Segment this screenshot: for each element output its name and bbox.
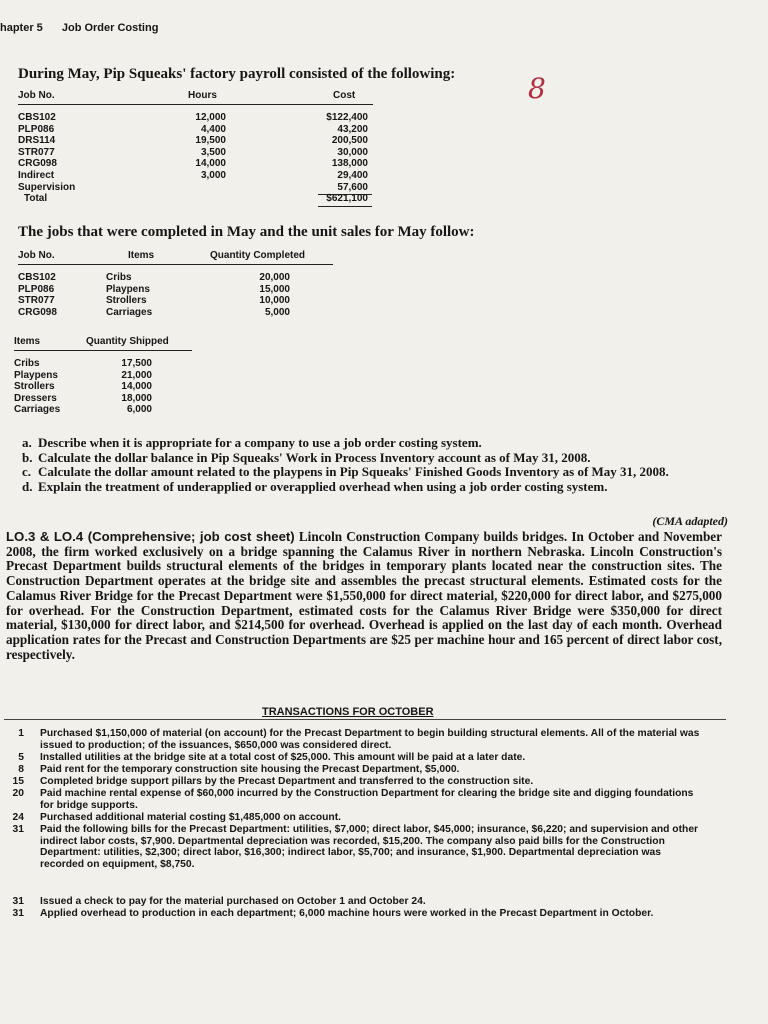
item: Cribs [14,358,40,369]
completed-header-items: Items [128,250,155,261]
qty: 17,500 [121,358,152,369]
item: Playpens [106,283,150,295]
item: Carriages [14,404,61,416]
qty: 21,000 [121,369,152,381]
transaction-day: 8 [18,764,24,775]
qty: 10,000 [259,295,290,307]
qty: 14,000 [121,381,152,393]
transaction-day: 24 [12,812,24,823]
transaction-day: 15 [12,776,24,787]
item: Dressers [14,392,57,404]
hours: 3,500 [200,146,226,158]
job-no: Indirect [18,170,55,181]
question-d [22,480,734,495]
transaction-text: Applied overhead to production in each department; 6,000 machine hours were worked in the Precast Department in October. [40,908,654,919]
job-no: Supervision [18,181,76,193]
payroll-table [18,90,378,220]
question-text: Explain the treatment of underapplied or overapplied overhead when using a job order costing system. [38,478,608,494]
item: Carriages [106,306,153,318]
completed-header-job: Job No. [18,250,55,261]
handwritten-margin-mark: 8 [528,72,546,105]
transaction-day: 1 [18,728,24,739]
payroll-header-hours: Hours [188,90,217,101]
question-letter: b. [22,449,33,465]
problem-body: Lincoln Construction Company builds bridges. In October and November 2008, the firm worked exclusively on a bridge spanning the Calamus River in northern Nebraska. Lincoln Construction's Precast Department builds structural elements of the bridges in temporary plants located near the construction sites. The Construction Department operates at the bridge site and assembles the precast structural elements. Estimated costs for the Calamus River Bridge for the Precast Department were $1,550,000 for direct material, $220,000 for direct labor, and $275,000 for overhead. For the Construction Department, estimated costs for the Calamus River Bridge were $350,000 for direct material, $130,000 for direct labor, and $214,500 for overhead. Overhead is applied on the last day of each month. Overhead application rates for the Precast and Construction Departments are $25 per machine hour and 165 percent of direct labor cost, respectively. [6,529,722,662]
transaction-day: 5 [18,752,24,763]
cost: 43,200 [337,123,368,135]
cost: 200,500 [331,135,368,147]
problem-paragraph [6,530,722,662]
item: Playpens [14,369,58,381]
question-letter: d. [22,478,33,494]
item: Strollers [106,295,147,307]
transaction-day: 31 [12,824,24,835]
qty: 15,000 [259,283,290,295]
completed-header-rule [18,264,333,265]
item: Cribs [106,272,132,283]
hours: 3,000 [200,170,226,181]
job-no: PLP086 [18,123,55,135]
hours: 4,400 [200,123,226,135]
transaction-text: Paid rent for the temporary construction site housing the Precast Department, $5,000. [40,764,460,775]
cost: 30,000 [337,146,368,158]
qty: 20,000 [259,272,290,283]
question-text: Calculate the dollar amount related to the playpens in Pip Squeaks' Finished Goods Inventory as of May 31, 2008. [38,464,669,479]
question-text: Describe when it is appropriate for a company to use a job order costing system. [38,435,482,450]
total-label: Total [24,193,48,205]
transaction-day: 31 [12,896,24,907]
job-no: CBS102 [18,272,56,283]
shipped-header-items: Items [14,336,41,347]
total-cost: $621,100 [326,193,368,205]
hours: 12,000 [195,112,226,123]
total-double-rule [318,206,372,207]
completed-header-qty: Quantity Completed [210,250,306,261]
question-letter: c. [22,464,32,479]
job-no: CBS102 [18,112,56,123]
transaction-text: Purchased $1,150,000 of material (on account) for the Precast Department to begin building structural elements. All of the material was issued to production; of the issuances, $650,000 was considered direct. [40,728,700,751]
chapter-label: hapter 5 [0,22,43,34]
transaction-text: Issued a check to pay for the material purchased on October 1 and October 24. [40,896,426,907]
transaction-day: 20 [12,788,24,799]
transaction-text: Paid machine rental expense of $60,000 incurred by the Construction Department for clearing the bridge site and digging foundations for bridge supports. [40,788,694,811]
job-no: CRG098 [18,306,57,318]
question-text: Calculate the dollar balance in Pip Squeaks' Work in Process Inventory account as of May 31, 2008. [38,449,591,465]
question-b [22,451,734,466]
completed-intro: The jobs that were completed in May and the unit sales for May follow: [18,224,475,240]
transactions-title: TRANSACTIONS FOR OCTOBER [262,706,434,718]
problem-heading: LO.3 & LO.4 (Comprehensive; job cost sheet) [6,529,295,544]
page-header [0,22,158,34]
qty: 18,000 [121,392,152,404]
transaction-text: Installed utilities at the bridge site at a total cost of $25,000. This amount will be paid at a later date. [40,752,526,763]
qty: 6,000 [126,404,152,416]
question-list [22,436,734,494]
shipped-table [14,336,214,426]
job-no: CRG098 [18,158,57,170]
transactions-rule [4,719,726,720]
hours: 19,500 [195,135,226,147]
payroll-header-rule [18,104,373,105]
payroll-intro: During May, Pip Squeaks' factory payroll consisted of the following: [18,66,456,82]
hours: 14,000 [195,158,226,170]
item: Strollers [14,381,55,393]
question-c [22,465,734,480]
transaction-text: Completed bridge support pillars by the Precast Department and transferred to the construction site. [40,776,534,787]
job-no: DRS114 [18,135,56,147]
source-credit: (CMA adapted) [652,514,728,528]
question-letter: a. [22,435,32,450]
completed-table [18,250,338,330]
payroll-header-cost: Cost [333,90,356,101]
payroll-header-job: Job No. [18,90,55,101]
shipped-header-rule [14,350,192,351]
cost: 57,600 [337,181,368,193]
job-no: STR077 [18,146,55,158]
cost: 29,400 [337,170,368,181]
transaction-day: 31 [12,908,24,919]
question-a [22,436,734,451]
qty: 5,000 [264,306,290,318]
job-no: STR077 [18,295,55,307]
cost: $122,400 [326,112,368,123]
transaction-text: Purchased additional material costing $1,485,000 on account. [40,812,341,823]
chapter-title: Job Order Costing [61,22,159,34]
shipped-header-qty: Quantity Shipped [86,336,169,347]
cost: 138,000 [331,158,368,170]
transaction-text: Paid the following bills for the Precast Department: utilities, $7,000; direct labor, $45,000; insurance, $6,220; and supervision and other indirect labor costs, $7,900. Departmental depreciation was recorded, $15,200. The company also paid bills for the Construction Department: utilities, $2,300; direct labor, $16,300; indirect labor, $5,700; and insurance, $1,900. Departmental depreciation was recorded on equipment, $8,750. [40,824,699,870]
job-no: PLP086 [18,283,55,295]
